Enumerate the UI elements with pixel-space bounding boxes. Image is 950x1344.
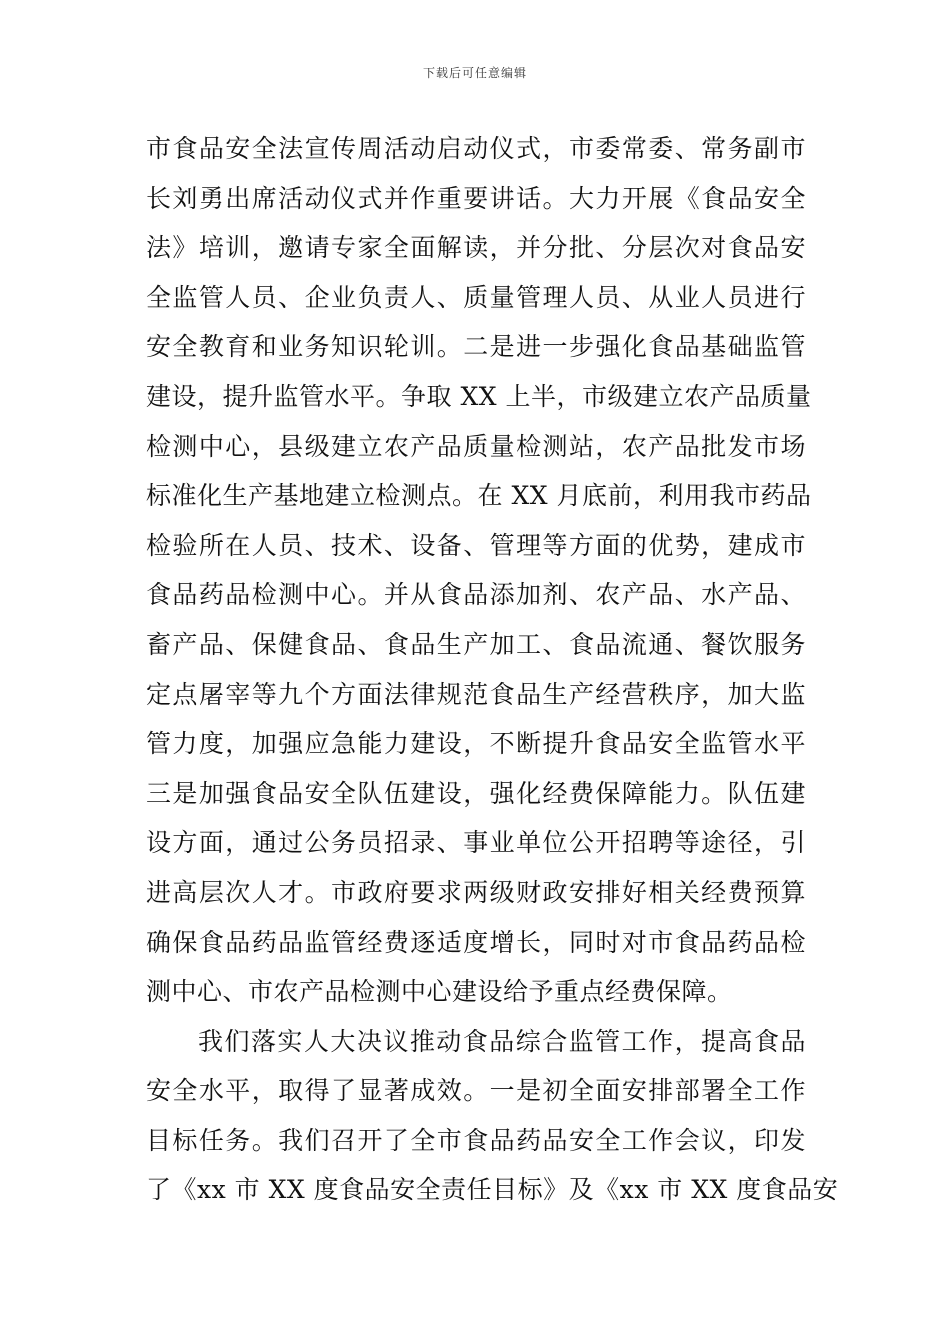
paragraph-line: 我们落实人大决议推动食品综合监管工作，提高食品 (198, 1026, 806, 1056)
paragraph-line: 目标任务。我们召开了全市食品药品安全工作会议，印发 (146, 1125, 806, 1155)
paragraph-line: 安全教育和业务知识轮训。二是进一步强化食品基础监管 (146, 332, 806, 362)
paragraph-line: 法》培训，邀请专家全面解读，并分批、分层次对食品安 (146, 233, 806, 263)
paragraph-line: 食品药品检测中心。并从食品添加剂、农产品、水产品、 (146, 580, 806, 610)
page-header-note: 下载后可任意编辑 (422, 66, 527, 80)
paragraph-line: 长刘勇出席活动仪式并作重要讲话。大力开展《食品安全 (146, 183, 806, 213)
paragraph-line: 确保食品药品监管经费逐适度增长，同时对市食品药品检 (146, 927, 806, 957)
paragraph-line: 全监管人员、企业负责人、质量管理人员、从业人员进行 (146, 282, 806, 312)
paragraph-line: 定点屠宰等九个方面法律规范食品生产经营秩序，加大监 (146, 679, 806, 709)
paragraph-line: 管力度，加强应急能力建设，不断提升食品安全监管水平 (146, 729, 806, 759)
paragraph-line: 建设，提升监管水平。争取 XX 上半，市级建立农产品质量 (146, 381, 812, 411)
paragraph-line: 畜产品、保健食品、食品生产加工、食品流通、餐饮服务 (146, 629, 806, 659)
document-body (146, 124, 839, 1215)
paragraph-line: 标准化生产基地建立检测点。在 XX 月底前，利用我市药品 (146, 481, 812, 511)
paragraph-line: 检测中心，县级建立农产品质量检测站，农产品批发市场 (146, 431, 806, 461)
paragraph-line: 三是加强食品安全队伍建设，强化经费保障能力。队伍建 (146, 778, 806, 808)
paragraph-line: 检验所在人员、技术、设备、管理等方面的优势，建成市 (146, 530, 806, 560)
paragraph-line: 市食品安全法宣传周活动启动仪式，市委常委、常务副市 (146, 134, 806, 163)
paragraph-line: 安全水平，取得了显著成效。一是初全面安排部署全工作 (146, 1076, 806, 1106)
paragraph-line: 设方面，通过公务员招录、事业单位公开招聘等途径，引 (146, 828, 806, 858)
paragraph-line: 了《xx 市 XX 度食品安全责任目标》及《xx 市 XX 度食品安 (146, 1175, 839, 1205)
paragraph-line: 测中心、市农产品检测中心建设给予重点经费保障。 (146, 977, 733, 1007)
paragraph-line: 进高层次人才。市政府要求两级财政安排好相关经费预算 (146, 877, 806, 907)
